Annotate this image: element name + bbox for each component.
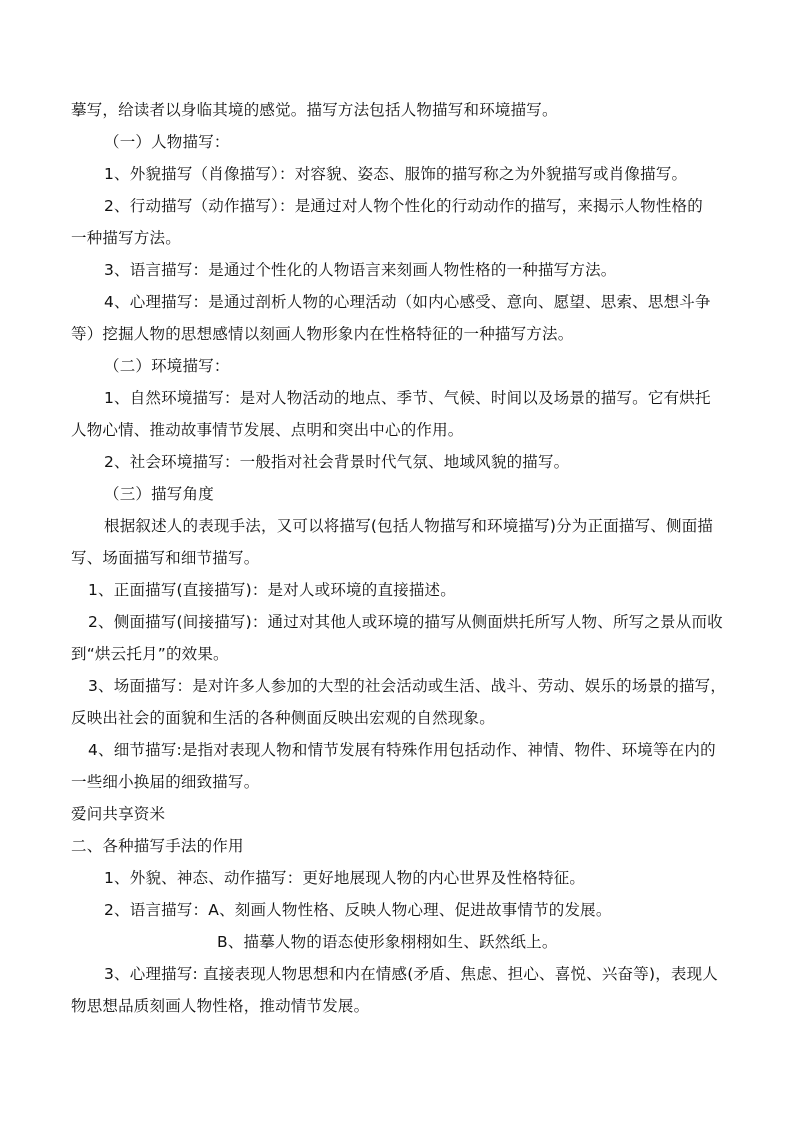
text-line-17: 2、侧面描写(间接描写)：通过对其他人或环境的描写从侧面烘托所写人物、所写之景从而收: [88, 613, 723, 631]
text-line-27: B、描摹人物的语态使形象栩栩如生、跃然纸上。: [217, 933, 558, 951]
text-line-11: 人物心情、推动故事情节发展、点明和突出中心的作用。: [71, 421, 464, 439]
text-line-10: 1、自然环境描写：是对人物活动的地点、季节、气候、时间以及场景的描写。它有烘托: [104, 389, 711, 407]
section-heading-angle: （三）描写角度: [104, 485, 214, 503]
text-line-19: 3、场面描写：是对许多人参加的大型的社会活动或生活、战斗、劳动、娱乐的场景的描写，: [88, 677, 727, 695]
text-line-21: 4、细节描写:是指对表现人物和情节发展有特殊作用包括动作、神情、物件、环境等在内的: [88, 741, 716, 759]
text-line-25: 1、外貌、神态、动作描写：更好地展现人物的内心世界及性格特征。: [104, 869, 586, 887]
text-line-4: 2、行动描写（动作描写）：是通过对人物个性化的行动动作的描写，来揭示人物性格的: [104, 197, 703, 215]
source-note: 爱问共享资米: [71, 805, 166, 823]
text-line-7: 4、心理描写：是通过剖析人物的心理活动（如内心感受、意向、愿望、思索、思想斗争: [104, 293, 711, 311]
text-line-22: 一些细小换届的细致描写。: [71, 773, 260, 791]
text-line-5: 一种描写方法。: [71, 229, 181, 247]
text-line-1: 摹写，给读者以身临其境的感觉。描写方法包括人物描写和环境描写。: [71, 101, 558, 119]
section-heading-character: （一）人物描写：: [104, 133, 230, 151]
text-line-6: 3、语言描写：是通过个性化的人物语言来刻画人物性格的一种描写方法。: [104, 261, 617, 279]
text-line-16: 1、正面描写(直接描写)：是对人或环境的直接描述。: [88, 581, 456, 599]
text-line-3: 1、外貌描写（肖像描写）：对容貌、姿态、服饰的描写称之为外貌描写或肖像描写。: [104, 165, 688, 183]
text-line-18: 到“烘云托月”的效果。: [71, 645, 229, 663]
text-line-29: 物思想品质刻画人物性格，推动情节发展。: [71, 997, 370, 1015]
text-line-28: 3、心理描写: 直接表现人物思想和内在情感(矛盾、焦虑、担心、喜悦、兴奋等)，表现人: [104, 965, 719, 983]
text-line-14: 根据叙述人的表现手法，又可以将描写(包括人物描写和环境描写)分为正面描写、侧面描: [104, 517, 714, 535]
section-heading-environment: （二）环境描写：: [104, 357, 230, 375]
text-line-8: 等）挖掘人物的思想感情以刻画人物形象内在性格特征的一种描写方法。: [71, 325, 574, 343]
text-line-26: 2、语言描写：A、刻画人物性格、反映人物心理、促进故事情节的发展。: [104, 901, 612, 919]
section-heading-functions: 二、各种描写手法的作用: [71, 837, 244, 855]
text-line-15: 写、场面描写和细节描写。: [71, 549, 260, 567]
text-line-12: 2、社会环境描写：一般指对社会背景时代气氛、地域风貌的描写。: [104, 453, 570, 471]
text-line-20: 反映出社会的面貌和生活的各种侧面反映出宏观的自然现象。: [71, 709, 495, 727]
